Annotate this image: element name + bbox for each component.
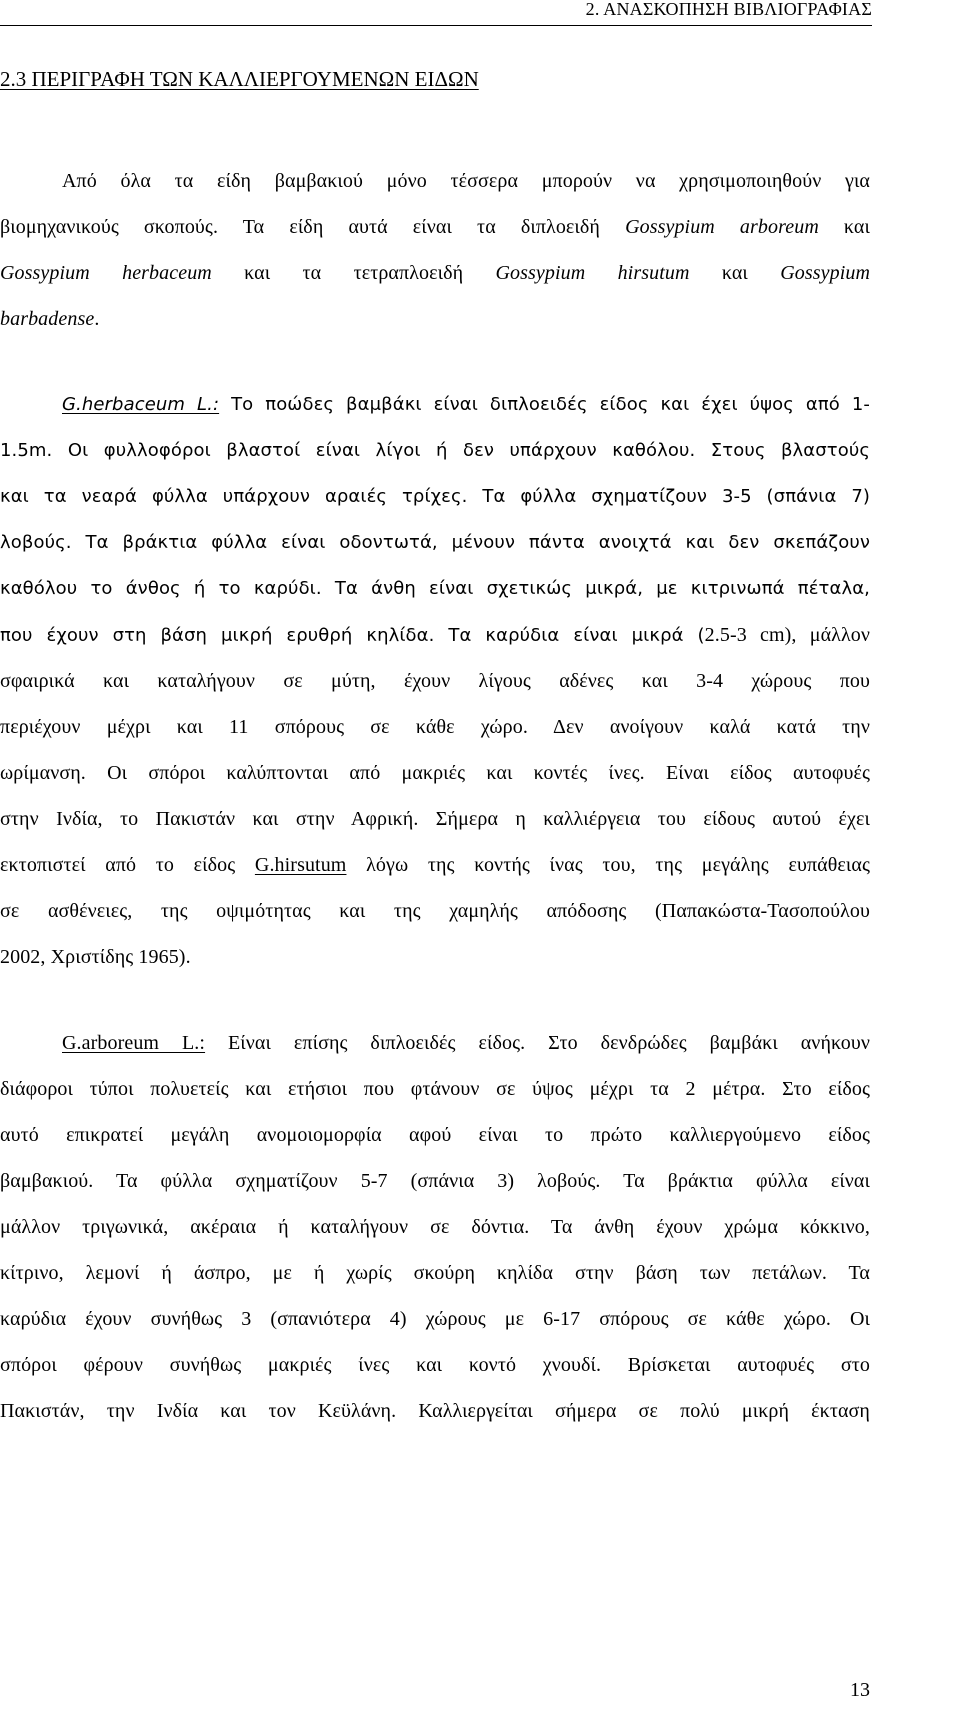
species-name: Gossypium hirsutum — [495, 262, 690, 284]
intro-text: και τα τετραπλοειδή — [211, 262, 496, 284]
intro-text: και — [689, 262, 781, 284]
intro-line-1: Από όλα τα είδη βαμβακιού μόνο τέσσερα μπορούν να χρησιμοποιηθούν για — [62, 170, 870, 192]
section-heading: 2.3 ΠΕΡΙΓΡΑΦΗ ΤΩΝ ΚΑΛΛΙΕΡΓΟΥΜΕΝΩΝ ΕΙΔΩΝ — [0, 67, 479, 91]
intro-text: . — [94, 308, 100, 330]
arboreum-line-1 — [62, 1028, 870, 1058]
arboreum-line-7: καρύδια έχουν συνήθως 3 (σπανιότερα 4) χώρους με 6-17 σπόρους σε κάθε χώρο. Οι — [0, 1308, 870, 1330]
running-header: 2. ΑΝΑΣΚΟΠΗΣΗ ΒΙΒΛΙΟΓΡΑΦΙΑΣ — [585, 0, 872, 19]
paragraph-text: 1.5m. — [0, 440, 53, 461]
species-heading: G.herbaceum L.: — [62, 394, 220, 415]
species-name: G.hirsutum — [254, 854, 347, 876]
herbaceum-line-6 — [0, 620, 870, 651]
paragraph-text: που έχουν στη βάση μικρή ερυθρή κηλίδα. Τα καρύδια είναι μικρά ( — [0, 625, 705, 646]
herbaceum-line-5: καθόλου το άνθος ή το καρύδι. Τα άνθη είναι σχετικώς μικρά, με κιτρινωπά πέταλα, — [0, 578, 870, 599]
herbaceum-line-9: ωρίμανση. Οι σπόροι καλύπτονται από μακριές και κοντές ίνες. Είναι είδος αυτοφυές — [0, 762, 870, 784]
arboreum-line-6: κίτρινο, λεμονί ή άσπρο, με ή χωρίς σκούρη κηλίδα στην βάση των πετάλων. Τα — [0, 1262, 870, 1284]
species-name: Gossypium herbaceum — [0, 262, 212, 284]
herbaceum-line-8: περιέχουν μέχρι και 11 σπόρους σε κάθε χώρο. Δεν ανοίγουν καλά κατά την — [0, 716, 870, 738]
species-name: Gossypium arboreum — [625, 216, 819, 238]
herbaceum-line-13: 2002, Χριστίδης 1965). — [0, 946, 191, 968]
arboreum-line-2: διάφοροι τύποι πολυετείς και ετήσιοι που φτάνουν σε ύψος μέχρι τα 2 μέτρα. Στο είδος — [0, 1078, 870, 1100]
intro-line-3 — [0, 258, 870, 288]
species-name: Gossypium — [780, 262, 870, 284]
herbaceum-line-11 — [0, 850, 870, 880]
intro-line-2 — [0, 212, 870, 242]
page-number: 13 — [850, 1679, 870, 1701]
intro-text: βιομηχανικούς σκοπούς. Τα είδη αυτά είναι τα διπλοειδή — [0, 216, 626, 238]
paragraph-text: Είναι επίσης διπλοειδές είδος. Στο δενδρώδες βαμβάκι ανήκουν — [205, 1032, 870, 1054]
paragraph-text: Οι φυλλοφόροι βλαστοί είναι λίγοι ή δεν υπάρχουν καθόλου. Στους βλαστούς — [52, 440, 870, 461]
intro-text: και — [818, 216, 870, 238]
arboreum-line-3: αυτό επικρατεί μεγάλη ανομοιομορφία αφού είναι το πρώτο καλλιεργούμενο είδος — [0, 1124, 870, 1146]
herbaceum-line-3: και τα νεαρά φύλλα υπάρχουν αραιές τρίχες. Τα φύλλα σχηματίζουν 3-5 (σπάνια 7) — [0, 486, 870, 507]
herbaceum-line-7: σφαιρικά και καταλήγουν σε μύτη, έχουν λίγους αδένες και 3-4 χώρους που — [0, 670, 870, 692]
arboreum-line-8: σπόροι φέρουν συνήθως μακριές ίνες και κοντό χνουδί. Βρίσκεται αυτοφυές στο — [0, 1354, 870, 1376]
paragraph-text: Το ποώδες βαμβάκι είναι διπλοειδές είδος και έχει ύψος από 1- — [219, 394, 870, 415]
herbaceum-line-12: σε ασθένειες, της οψιμότητας και της χαμηλής απόδοσης (Παπακώστα-Τασοπούλου — [0, 900, 870, 922]
paragraph-text: λόγω της κοντής ίνας του, της μεγάλης ευπάθειας — [346, 854, 870, 876]
herbaceum-line-1 — [62, 390, 870, 420]
arboreum-line-5: μάλλον τριγωνικά, ακέραια ή καταλήγουν σε δόντια. Τα άνθη έχουν χρώμα κόκκινο, — [0, 1216, 870, 1238]
herbaceum-line-4: λοβούς. Τα βράκτια φύλλα είναι οδοντωτά, μένουν πάντα ανοιχτά και δεν σκεπάζουν — [0, 532, 870, 553]
herbaceum-line-2 — [0, 436, 870, 466]
intro-line-4 — [0, 304, 99, 334]
paragraph-text: εκτοπιστεί από το είδος — [0, 854, 255, 876]
species-heading: G.arboreum L.: — [62, 1032, 206, 1054]
arboreum-line-9: Πακιστάν, την Ινδία και τον Κεϋλάνη. Καλλιεργείται σήμερα σε πολύ μικρή έκταση — [0, 1400, 870, 1422]
running-header-rule — [0, 25, 872, 26]
arboreum-line-4: βαμβακιού. Τα φύλλα σχηματίζουν 5-7 (σπάνια 3) λοβούς. Τα βράκτια φύλλα είναι — [0, 1170, 870, 1192]
paragraph-text: 2.5-3 cm), μάλλον — [704, 624, 870, 646]
species-name: barbadense — [0, 308, 95, 330]
herbaceum-line-10: στην Ινδία, το Πακιστάν και στην Αφρική. Σήμερα η καλλιέργεια του είδους αυτού έχει — [0, 808, 870, 830]
